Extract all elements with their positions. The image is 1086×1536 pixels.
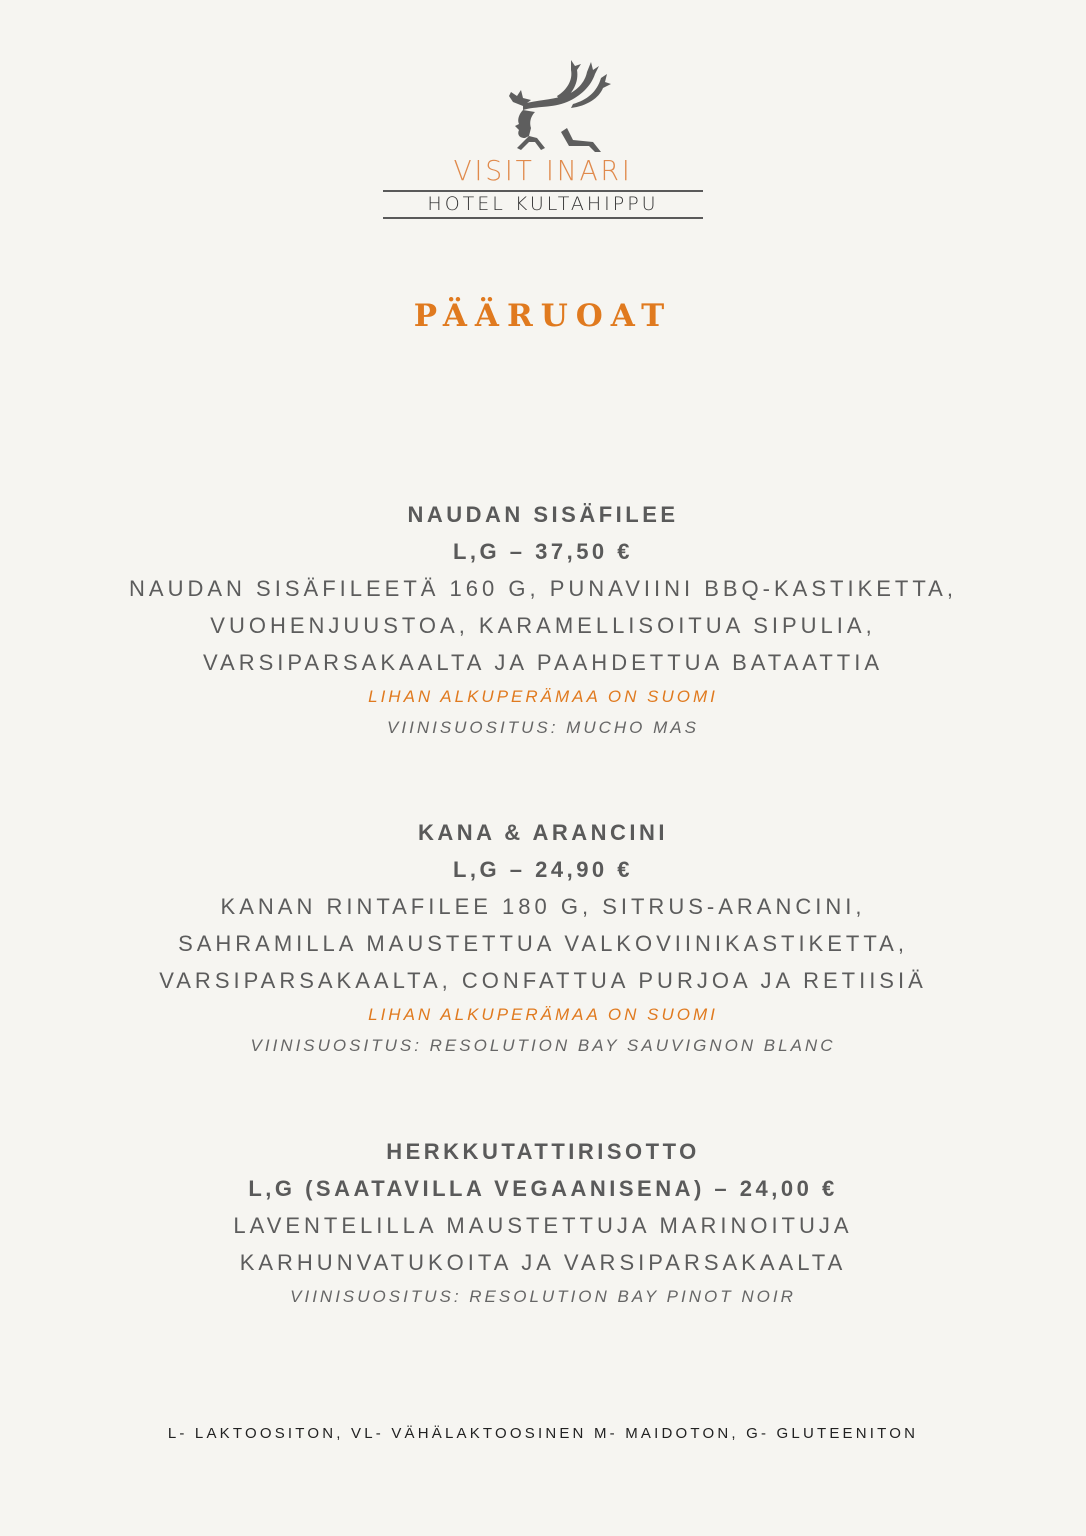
dish-description-line: VARSIPARSAKAALTA JA PAAHDETTUA BATAATTIA	[203, 650, 883, 675]
dish-item	[0, 814, 1086, 1061]
dish-name: NAUDAN SISÄFILEE	[407, 502, 679, 527]
meat-origin: LIHAN ALKUPERÄMAA ON SUOMI	[368, 687, 718, 706]
wine-recommendation: VIINISUOSITUS: RESOLUTION BAY PINOT NOIR	[290, 1287, 796, 1306]
brand-name: VISIT INARI	[453, 154, 633, 187]
dish-description-line: NAUDAN SISÄFILEETÄ 160 G, PUNAVIINI BBQ-KASTIKETTA,	[129, 576, 957, 601]
allergen-legend: L- LAKTOOSITON, VL- VÄHÄLAKTOOSINEN M- MAIDOTON, G- GLUTEENITON	[167, 1425, 919, 1442]
dish-description-line: LAVENTELILLA MAUSTETTUJA MARINOITUJA	[233, 1213, 853, 1238]
page-title: PÄÄRUOAT	[413, 298, 673, 334]
dish-description-line: KANAN RINTAFILEE 180 G, SITRUS-ARANCINI,	[220, 894, 866, 919]
dish-item	[0, 1133, 1086, 1312]
dish-description-line: VARSIPARSAKAALTA, CONFATTUA PURJOA JA RETIISIÄ	[159, 968, 927, 993]
hotel-name: HOTEL KULTAHIPPU	[427, 193, 659, 215]
dish-price: L,G (SAATAVILLA VEGAANISENA) – 24,00 €	[248, 1176, 838, 1201]
divider	[383, 190, 703, 192]
wine-recommendation: VIINISUOSITUS: MUCHO MAS	[387, 718, 699, 737]
dish-description-line: KARHUNVATUKOITA JA VARSIPARSAKAALTA	[239, 1250, 847, 1275]
wine-recommendation: VIINISUOSITUS: RESOLUTION BAY SAUVIGNON BLANC	[250, 1036, 836, 1055]
meat-origin: LIHAN ALKUPERÄMAA ON SUOMI	[368, 1005, 718, 1024]
dish-name: HERKKUTATTIRISOTTO	[386, 1139, 700, 1164]
dish-price: L,G – 24,90 €	[452, 857, 634, 882]
divider	[383, 217, 703, 219]
hotel-logo	[383, 50, 703, 222]
dish-name: KANA & ARANCINI	[417, 820, 669, 845]
dish-item	[0, 496, 1086, 743]
dish-description-line: VUOHENJUUSTOA, KARAMELLISOITUA SIPULIA,	[210, 613, 876, 638]
reindeer-antler-face-icon	[501, 52, 611, 152]
dish-description-line: SAHRAMILLA MAUSTETTUA VALKOVIINIKASTIKETTA,	[178, 931, 908, 956]
dish-price: L,G – 37,50 €	[452, 539, 634, 564]
